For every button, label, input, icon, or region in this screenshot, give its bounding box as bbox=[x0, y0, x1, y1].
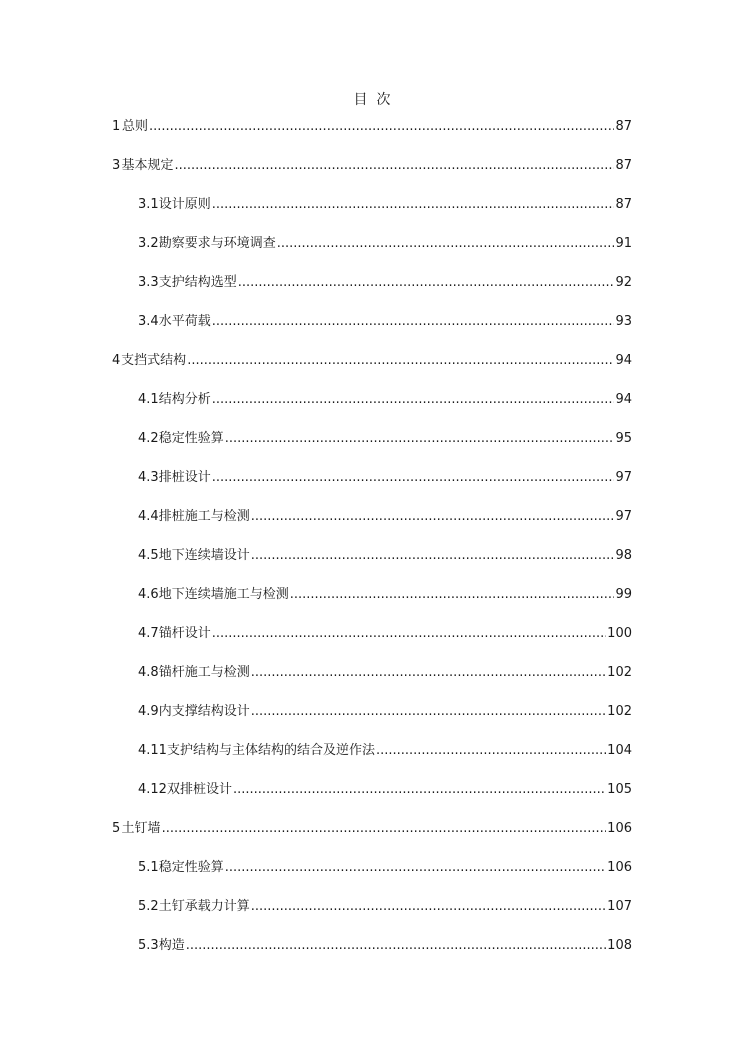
toc-entry[interactable] bbox=[138, 585, 632, 605]
dot-leader bbox=[233, 780, 606, 800]
toc-entry[interactable] bbox=[138, 702, 632, 722]
entry-label: 基本规定 bbox=[121, 158, 174, 173]
entry-number: 4 bbox=[112, 353, 121, 368]
entry-number: 4.11 bbox=[138, 743, 167, 758]
toc-entry[interactable] bbox=[138, 663, 632, 683]
toc-entry[interactable] bbox=[138, 234, 632, 254]
entry-number: 4.5 bbox=[138, 548, 159, 563]
entry-page-number: 104 bbox=[607, 743, 632, 758]
entry-number: 4.8 bbox=[138, 665, 159, 680]
entry-number: 4.12 bbox=[138, 782, 167, 797]
entry-page-number: 105 bbox=[607, 782, 632, 797]
entry-page-number: 92 bbox=[615, 275, 632, 290]
entry-page-number: 99 bbox=[615, 587, 632, 602]
dot-leader bbox=[186, 936, 606, 956]
entry-number: 1 bbox=[112, 119, 121, 134]
toc-entry[interactable] bbox=[138, 390, 632, 410]
toc-entry[interactable] bbox=[138, 468, 632, 488]
entry-label: 结构分析 bbox=[158, 392, 211, 407]
entry-page-number: 94 bbox=[615, 392, 632, 407]
entry-number: 5.3 bbox=[138, 938, 159, 953]
entry-page-number: 94 bbox=[615, 353, 632, 368]
entry-label: 地下连续墙设计 bbox=[158, 548, 250, 563]
entry-label: 支挡式结构 bbox=[121, 353, 187, 368]
dot-leader bbox=[238, 273, 615, 293]
entry-number: 4.2 bbox=[138, 431, 159, 446]
entry-label: 支护结构与主体结构的结合及逆作法 bbox=[166, 743, 375, 758]
entry-label: 勘察要求与环境调查 bbox=[158, 236, 276, 251]
entry-page-number: 87 bbox=[615, 119, 632, 134]
entry-label: 总则 bbox=[121, 119, 148, 134]
dot-leader bbox=[149, 117, 614, 137]
dot-leader bbox=[212, 468, 615, 488]
dot-leader bbox=[251, 546, 615, 566]
toc-entry[interactable] bbox=[138, 936, 632, 956]
entry-label: 锚杆设计 bbox=[158, 626, 211, 641]
toc-entry[interactable] bbox=[138, 312, 632, 332]
dot-leader bbox=[212, 312, 615, 332]
toc-entry[interactable] bbox=[138, 897, 632, 917]
toc-title: 目 次 bbox=[353, 92, 391, 108]
entry-page-number: 97 bbox=[615, 470, 632, 485]
entry-number: 3.2 bbox=[138, 236, 159, 251]
entry-number: 4.4 bbox=[138, 509, 159, 524]
dot-leader bbox=[187, 351, 614, 371]
toc-entry[interactable] bbox=[138, 858, 632, 878]
entry-number: 4.3 bbox=[138, 470, 159, 485]
dot-leader bbox=[225, 429, 615, 449]
toc-entry[interactable] bbox=[138, 780, 632, 800]
entry-number: 3.4 bbox=[138, 314, 159, 329]
entry-number: 4.6 bbox=[138, 587, 159, 602]
toc-entry[interactable] bbox=[138, 273, 632, 293]
entry-number: 5.2 bbox=[138, 899, 159, 914]
entry-label: 内支撑结构设计 bbox=[158, 704, 250, 719]
dot-leader bbox=[225, 858, 606, 878]
toc-entry[interactable] bbox=[138, 546, 632, 566]
entry-label: 锚杆施工与检测 bbox=[158, 665, 250, 680]
toc-entry[interactable] bbox=[112, 156, 632, 176]
toc-entry[interactable] bbox=[112, 819, 632, 839]
dot-leader bbox=[212, 390, 615, 410]
entry-label: 支护结构选型 bbox=[158, 275, 237, 290]
entry-number: 3.3 bbox=[138, 275, 159, 290]
dot-leader bbox=[162, 819, 607, 839]
entry-number: 4.9 bbox=[138, 704, 159, 719]
dot-leader bbox=[251, 897, 606, 917]
entry-label: 土钉墙 bbox=[121, 821, 161, 836]
entry-page-number: 108 bbox=[607, 938, 632, 953]
entry-label: 稳定性验算 bbox=[158, 431, 224, 446]
toc-entry[interactable] bbox=[138, 741, 632, 761]
entry-page-number: 102 bbox=[607, 704, 632, 719]
dot-leader bbox=[212, 624, 606, 644]
entry-number: 4.7 bbox=[138, 626, 159, 641]
toc-entry[interactable] bbox=[138, 429, 632, 449]
dot-leader bbox=[251, 663, 606, 683]
entry-page-number: 100 bbox=[607, 626, 632, 641]
dot-leader bbox=[174, 156, 614, 176]
dot-leader bbox=[376, 741, 606, 761]
entry-number: 4.1 bbox=[138, 392, 159, 407]
entry-number: 5 bbox=[112, 821, 121, 836]
entry-label: 稳定性验算 bbox=[158, 860, 224, 875]
toc-entry[interactable] bbox=[138, 195, 632, 215]
entry-page-number: 95 bbox=[615, 431, 632, 446]
entry-page-number: 106 bbox=[607, 860, 632, 875]
entry-page-number: 97 bbox=[615, 509, 632, 524]
entry-page-number: 106 bbox=[607, 821, 632, 836]
toc-entry[interactable] bbox=[138, 507, 632, 527]
entry-label: 设计原则 bbox=[158, 197, 211, 212]
entry-page-number: 98 bbox=[615, 548, 632, 563]
entry-page-number: 102 bbox=[607, 665, 632, 680]
entry-number: 5.1 bbox=[138, 860, 159, 875]
entry-label: 地下连续墙施工与检测 bbox=[158, 587, 289, 602]
dot-leader bbox=[277, 234, 615, 254]
entry-number: 3 bbox=[112, 158, 121, 173]
entry-page-number: 87 bbox=[615, 197, 632, 212]
entry-page-number: 107 bbox=[607, 899, 632, 914]
dot-leader bbox=[251, 702, 606, 722]
toc-entry[interactable] bbox=[138, 624, 632, 644]
toc-entry[interactable] bbox=[112, 351, 632, 371]
dot-leader bbox=[251, 507, 615, 527]
entry-label: 土钉承载力计算 bbox=[158, 899, 250, 914]
toc-entry[interactable] bbox=[112, 117, 632, 137]
entry-label: 水平荷载 bbox=[158, 314, 211, 329]
entry-label: 构造 bbox=[158, 938, 185, 953]
dot-leader bbox=[290, 585, 615, 605]
entry-page-number: 93 bbox=[615, 314, 632, 329]
entry-label: 排桩设计 bbox=[158, 470, 211, 485]
entry-label: 双排桩设计 bbox=[166, 782, 232, 797]
entry-page-number: 87 bbox=[615, 158, 632, 173]
entry-label: 排桩施工与检测 bbox=[158, 509, 250, 524]
entry-page-number: 91 bbox=[615, 236, 632, 251]
dot-leader bbox=[212, 195, 615, 215]
entry-number: 3.1 bbox=[138, 197, 159, 212]
